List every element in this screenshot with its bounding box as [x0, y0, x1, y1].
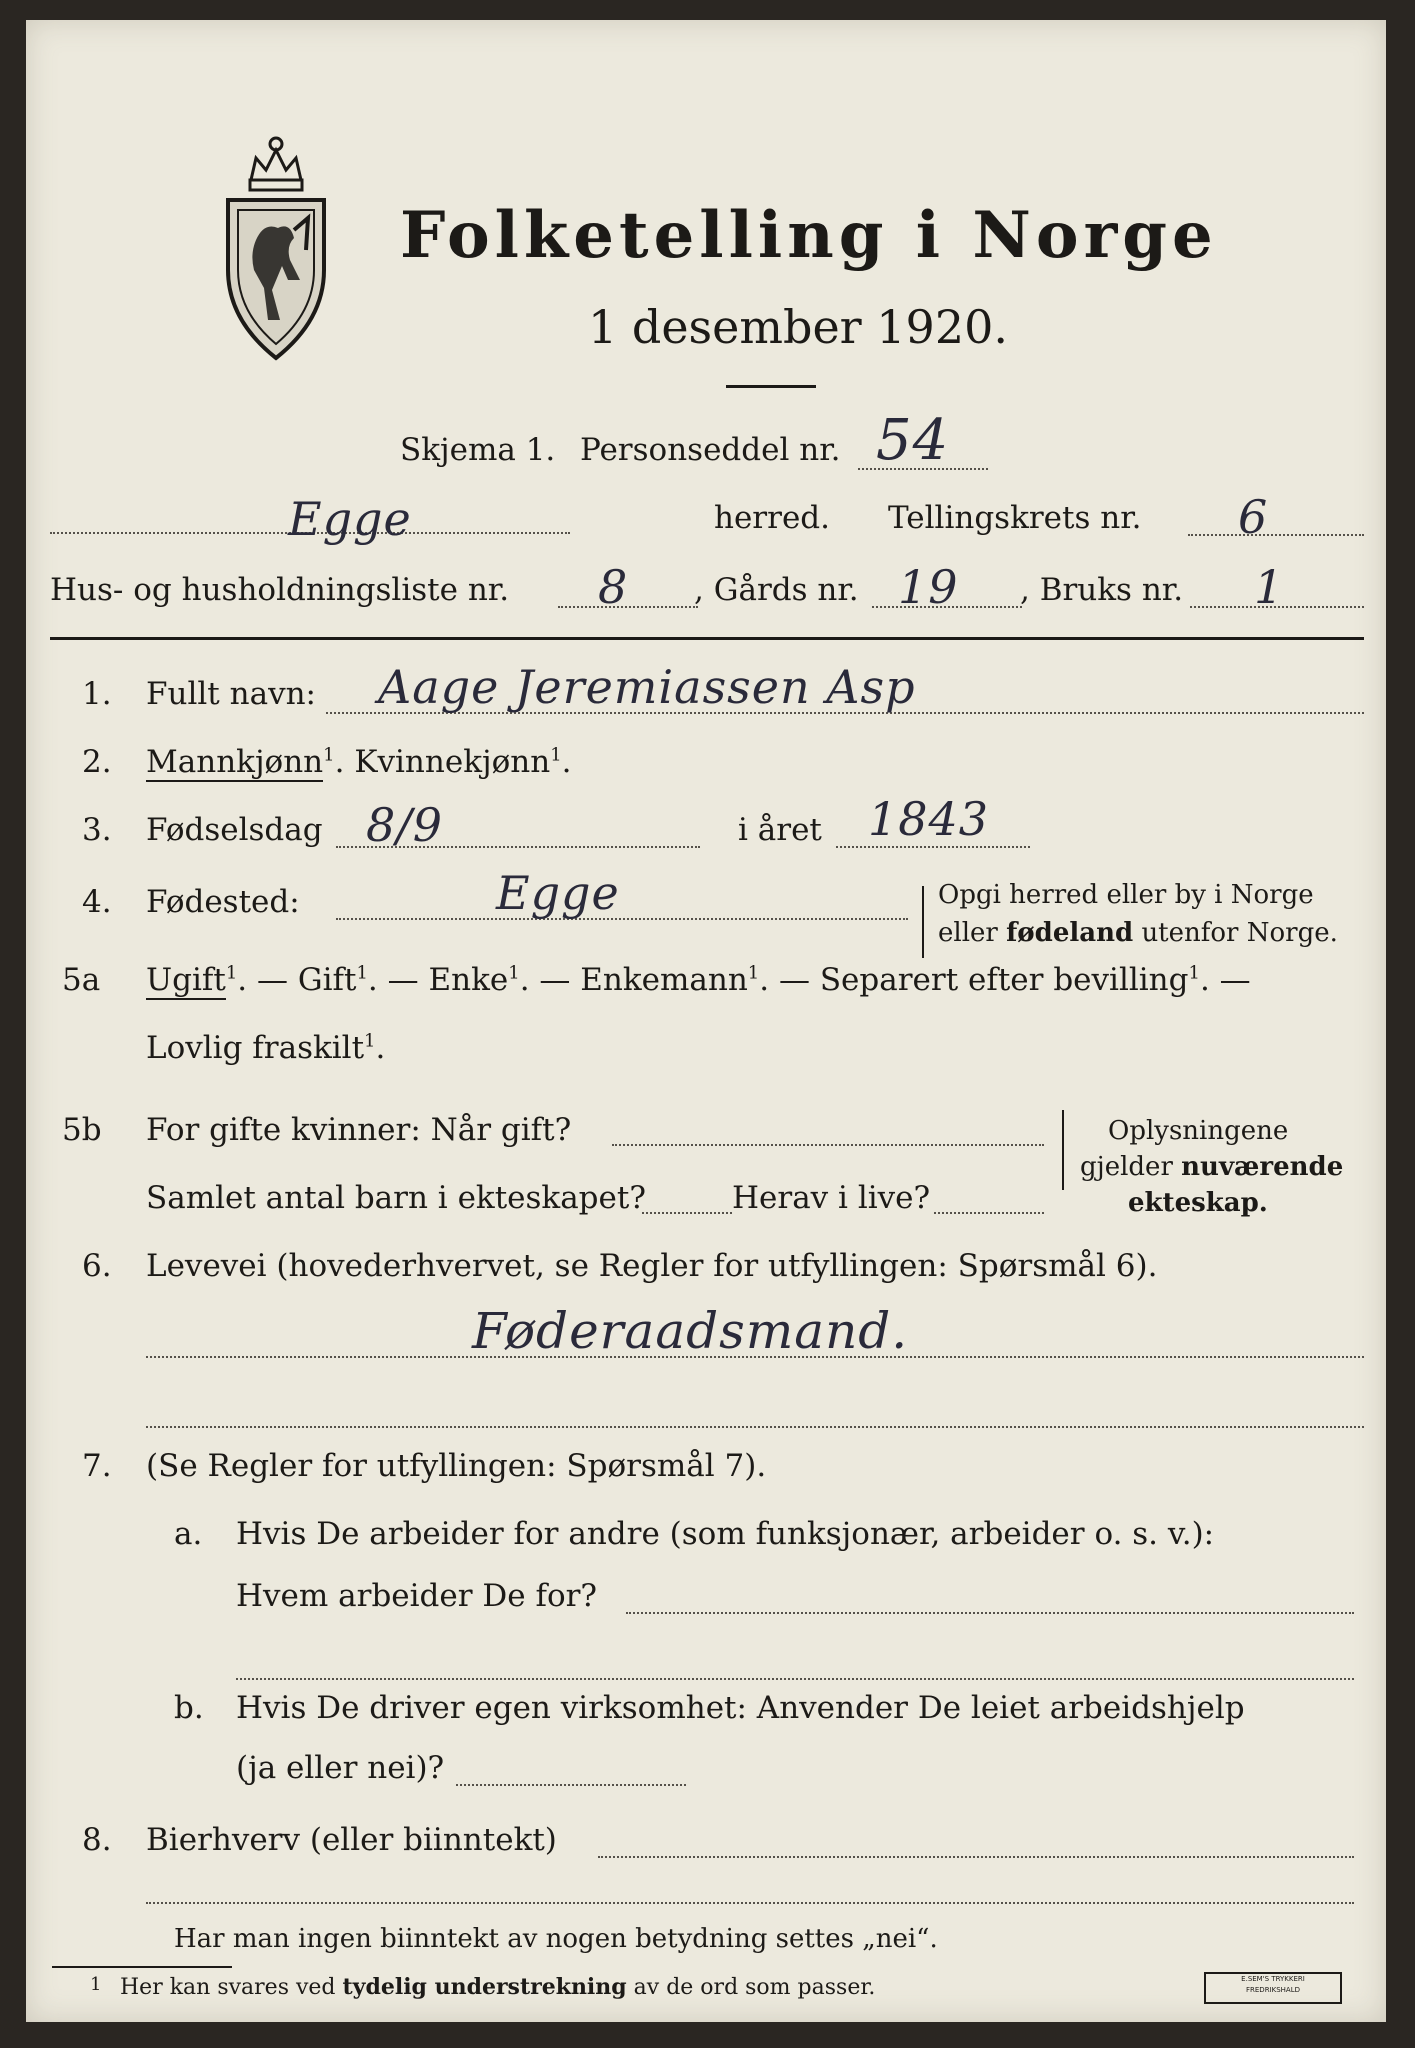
q5a-number: 5a [62, 962, 101, 998]
q7a-text: Hvis De arbeider for andre (som funksjonær, arbeider o. s. v.): [236, 1516, 1215, 1552]
personseddel-label: Personseddel nr. [580, 432, 841, 468]
q7a-letter: a. [174, 1516, 203, 1552]
q5b-alive-line [934, 1212, 1044, 1214]
q4-line [336, 918, 908, 920]
herred-label: herred. [714, 500, 830, 536]
q3-value: 8/9 [366, 798, 444, 852]
q4-note-1: Opgi herred eller by i Norge [938, 880, 1314, 910]
q7b-question: (ja eller nei)? [236, 1750, 445, 1786]
q2-female: Kvinnekjønn [354, 744, 551, 780]
q8-label: Bierhverv (eller biinntekt) [146, 1822, 557, 1858]
q7b-letter: b. [174, 1690, 204, 1726]
q8-line-1 [598, 1856, 1354, 1858]
q4-value: Egge [496, 866, 620, 920]
liste-label: Hus- og husholdningsliste nr. [50, 572, 510, 608]
q5b-children-line [642, 1212, 732, 1214]
q6-value: Føderaadsmand. [472, 1302, 909, 1360]
q2-options: Mannkjønn$^1$. Kvinnekjønn$^1$. [146, 744, 572, 780]
q6-line-1 [146, 1356, 1364, 1358]
q5b-note-1: Oplysningene [1108, 1116, 1289, 1146]
q5b-label: For gifte kvinner: Når gift? [146, 1112, 572, 1148]
census-date: 1 desember 1920. [588, 300, 1008, 354]
q5b-brace [1062, 1110, 1068, 1190]
norwegian-coat-of-arms-icon [216, 130, 336, 370]
schema-label: Skjema 1. [400, 432, 556, 468]
herred-value: Egge [288, 492, 412, 546]
q6-label: Levevei (hovederhvervet, se Regler for utfyllingen: Spørsmål 6). [146, 1248, 1158, 1284]
header-rule [50, 637, 1364, 640]
q5b-children-label: Samlet antal barn i ekteskapet? [146, 1180, 646, 1216]
q3-number: 3. [82, 812, 112, 848]
q3-year-value: 1843 [868, 792, 990, 846]
q6-number: 6. [82, 1248, 112, 1284]
q3-label: Fødselsdag [146, 812, 323, 848]
q8-line-2 [146, 1902, 1354, 1904]
title-divider [726, 385, 816, 388]
q5b-married-line [612, 1144, 1044, 1146]
q4-brace [922, 886, 928, 958]
gards-label: , Gårds nr. [694, 572, 859, 608]
q5b-note-2: gjelder nuværende [1080, 1152, 1344, 1182]
q5a-lovlig: Lovlig fraskilt$^1$. [146, 1030, 386, 1066]
q7a-line-1 [626, 1612, 1354, 1614]
q8-number: 8. [82, 1822, 112, 1858]
q7b-text: Hvis De driver egen virksomhet: Anvender De leiet arbeidshjelp [236, 1690, 1245, 1726]
q3-year-line [836, 846, 1030, 848]
q5a-ugift: Ugift [146, 962, 226, 998]
bruks-value: 1 [1254, 560, 1285, 614]
q4-label: Fødested: [146, 884, 300, 920]
q7a-line-2 [236, 1678, 1354, 1680]
q8-note: Har man ingen biinntekt av nogen betydning settes „nei“. [174, 1924, 938, 1954]
tellingskrets-line [1188, 534, 1364, 536]
q5a-options: Ugift$^1$. — Gift$^1$. — Enke$^1$. — Enkemann$^1$. — Separert efter bevilling$^1$. — [146, 962, 1251, 998]
footnote-text: Her kan svares ved tydelig understrekning av de ord som passer. [120, 1974, 876, 2000]
census-form-page [26, 20, 1386, 2022]
tellingskrets-label: Tellingskrets nr. [888, 500, 1142, 536]
q7a-question: Hvem arbeider De for? [236, 1578, 598, 1614]
personseddel-value: 54 [876, 408, 950, 473]
form-title: Folketelling i Norge [400, 198, 1218, 273]
q1-number: 1. [82, 676, 112, 712]
q5b-number: 5b [62, 1112, 102, 1148]
tellingskrets-value: 6 [1238, 490, 1269, 544]
q5b-alive-label: Herav i live? [732, 1180, 931, 1216]
q5b-note-3: ekteskap. [1128, 1188, 1268, 1218]
q7-number: 7. [82, 1448, 112, 1484]
footnote-rule [52, 1966, 232, 1968]
q2-male: Mannkjønn [146, 744, 324, 780]
footnote-mark: 1 [90, 1974, 102, 1995]
gards-value: 19 [898, 560, 959, 614]
q7b-line [456, 1784, 686, 1786]
q1-label: Fullt navn: [146, 676, 316, 712]
q6-line-2 [146, 1426, 1364, 1428]
liste-value: 8 [598, 560, 629, 614]
q4-number: 4. [82, 884, 112, 920]
q4-note-2: eller fødeland utenfor Norge. [938, 918, 1338, 948]
q7-label: (Se Regler for utfyllingen: Spørsmål 7). [146, 1448, 767, 1484]
q3-year-label: i året [738, 812, 822, 848]
q1-value: Aage Jeremiassen Asp [378, 660, 916, 714]
bruks-label: , Bruks nr. [1020, 572, 1184, 608]
q2-number: 2. [82, 744, 112, 780]
printer-stamp: E.SEM'S TRYKKERI FREDRIKSHALD [1204, 1972, 1342, 2004]
